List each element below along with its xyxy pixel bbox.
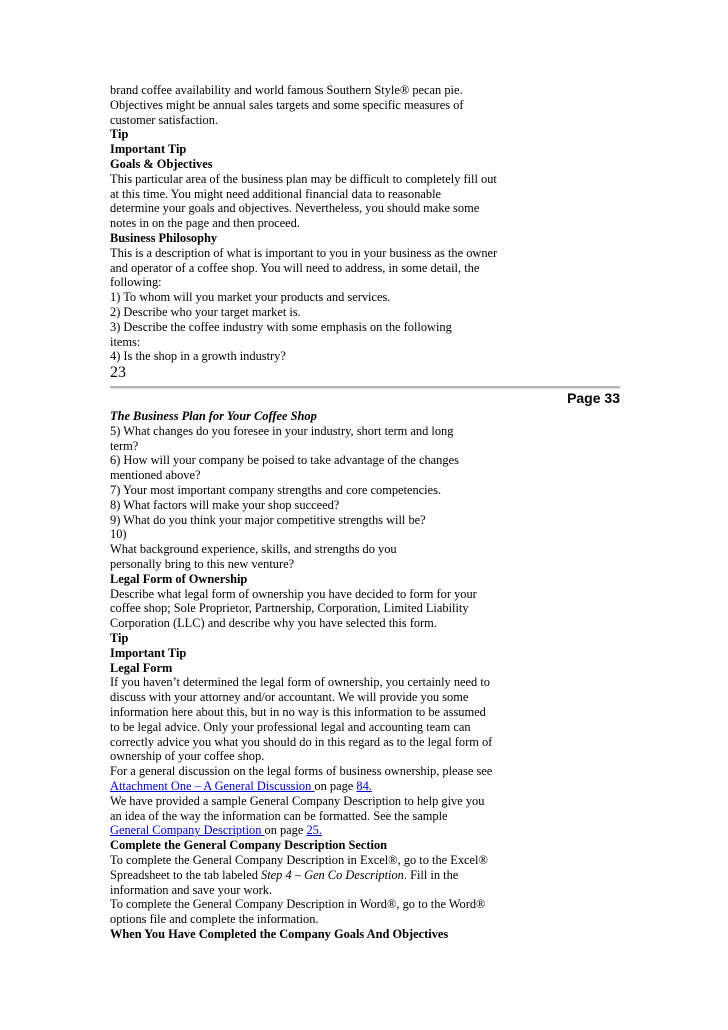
list-item: 2) Describe who your target market is. bbox=[110, 304, 301, 319]
list-item: 6) How will your company be poised to take advantage of the changes bbox=[110, 453, 459, 468]
tip-label: Tip bbox=[110, 630, 129, 645]
list-item: personally bring to this new venture? bbox=[110, 556, 295, 571]
final-heading: When You Have Completed the Company Goals And Objectives bbox=[110, 926, 449, 941]
body-text: customer satisfaction. bbox=[110, 112, 219, 127]
body-text: To complete the General Company Description in Word®, go to the Word® bbox=[110, 897, 486, 912]
list-item: mentioned above? bbox=[110, 468, 201, 483]
body-text: an idea of the way the information can be formatted. See the sample bbox=[110, 808, 448, 823]
body-text: options file and complete the information. bbox=[110, 912, 319, 927]
list-item: items: bbox=[110, 334, 141, 349]
body-text: brand coffee availability and world famous Southern Style® pecan pie. bbox=[110, 83, 463, 97]
body-text: determine your goals and objectives. Nevertheless, you should make some bbox=[110, 201, 480, 216]
body-text: coffee shop; Sole Proprietor, Partnership, Corporation, Limited Liability bbox=[110, 601, 469, 616]
list-item: 10) bbox=[110, 527, 127, 542]
body-text bbox=[110, 868, 530, 883]
list-item: term? bbox=[110, 438, 139, 453]
page-label: Page 33 bbox=[567, 390, 620, 406]
body-text: Corporation (LLC) and describe why you have selected this form. bbox=[110, 616, 437, 631]
body-text: information and save your work. bbox=[110, 882, 273, 897]
body-text: and operator of a coffee shop. You will need to address, in some detail, the bbox=[110, 260, 480, 275]
body-text: notes in on the page and then proceed. bbox=[110, 216, 300, 231]
legal-form-heading: Legal Form bbox=[110, 660, 173, 675]
list-item: 1) To whom will you market your products and services. bbox=[110, 290, 391, 305]
tab-name-italic: Step 4 – Gen Co Description bbox=[261, 867, 404, 882]
body-text: For a general discussion on the legal forms of business ownership, please see bbox=[110, 764, 493, 779]
body-text: If you haven’t determined the legal form of ownership, you certainly need to bbox=[110, 675, 490, 690]
body-text: correctly advice you what you should do in this regard as to the legal form of bbox=[110, 734, 493, 749]
body-text: To complete the General Company Description in Excel®, go to the Excel® bbox=[110, 852, 488, 867]
page-content-bottom bbox=[110, 409, 530, 942]
page-content-top bbox=[110, 83, 530, 382]
body-text: This particular area of the business plan may be difficult to completely fill out bbox=[110, 171, 497, 186]
body-text: at this time. You might need additional financial data to reasonable bbox=[110, 186, 442, 201]
important-tip-label: Important Tip bbox=[110, 142, 187, 157]
list-item: 3) Describe the coffee industry with some emphasis on the following bbox=[110, 319, 452, 334]
body-text: following: bbox=[110, 275, 162, 290]
body-text: to be legal advice. Only your professional legal and accounting team can bbox=[110, 719, 471, 734]
body-text: discuss with your attorney and/or accountant. We will provide you some bbox=[110, 690, 469, 705]
list-item: 7) Your most important company strengths and core competencies. bbox=[110, 482, 442, 497]
body-text: Objectives might be annual sales targets and some specific measures of bbox=[110, 97, 464, 112]
page-number: 23 bbox=[110, 364, 126, 382]
body-text: We have provided a sample General Company Description to help give you bbox=[110, 793, 485, 808]
running-title: The Business Plan for Your Coffee Shop bbox=[110, 409, 317, 423]
body-text: information here about this, but in no way is this information to be assumed bbox=[110, 704, 486, 719]
body-text bbox=[110, 779, 530, 794]
on-page-text: on page bbox=[264, 823, 307, 838]
body-text: Describe what legal form of ownership you have decided to form for your bbox=[110, 586, 477, 601]
goals-heading: Goals & Objectives bbox=[110, 156, 213, 171]
important-tip-label: Important Tip bbox=[110, 645, 187, 660]
tip-label: Tip bbox=[110, 127, 129, 142]
list-item: What background experience, skills, and strengths do you bbox=[110, 542, 397, 557]
body-text-span: Spreadsheet to the tab labeled bbox=[110, 867, 262, 882]
list-item: 5) What changes do you foresee in your industry, short term and long bbox=[110, 423, 454, 438]
philosophy-heading: Business Philosophy bbox=[110, 230, 218, 245]
body-text-span: . Fill in the bbox=[403, 867, 459, 882]
complete-section-heading: Complete the General Company Description Section bbox=[110, 838, 388, 853]
attachment-one-link[interactable]: Attachment One – A General Discussion bbox=[110, 778, 315, 793]
list-item: 4) Is the shop in a growth industry? bbox=[110, 349, 286, 364]
body-text: This is a description of what is important to you in your business as the owner bbox=[110, 245, 498, 260]
list-item: 9) What do you think your major competitive strengths will be? bbox=[110, 512, 426, 527]
legal-ownership-heading: Legal Form of Ownership bbox=[110, 571, 248, 586]
general-company-description-link[interactable]: General Company Description bbox=[110, 823, 265, 838]
body-text bbox=[110, 823, 530, 838]
page-84-link[interactable]: 84. bbox=[356, 778, 372, 793]
page-25-link[interactable]: 25. bbox=[306, 823, 322, 838]
page-separator bbox=[110, 386, 620, 389]
body-text: ownership of your coffee shop. bbox=[110, 749, 265, 764]
list-item: 8) What factors will make your shop succeed? bbox=[110, 497, 340, 512]
on-page-text: on page bbox=[314, 778, 357, 793]
